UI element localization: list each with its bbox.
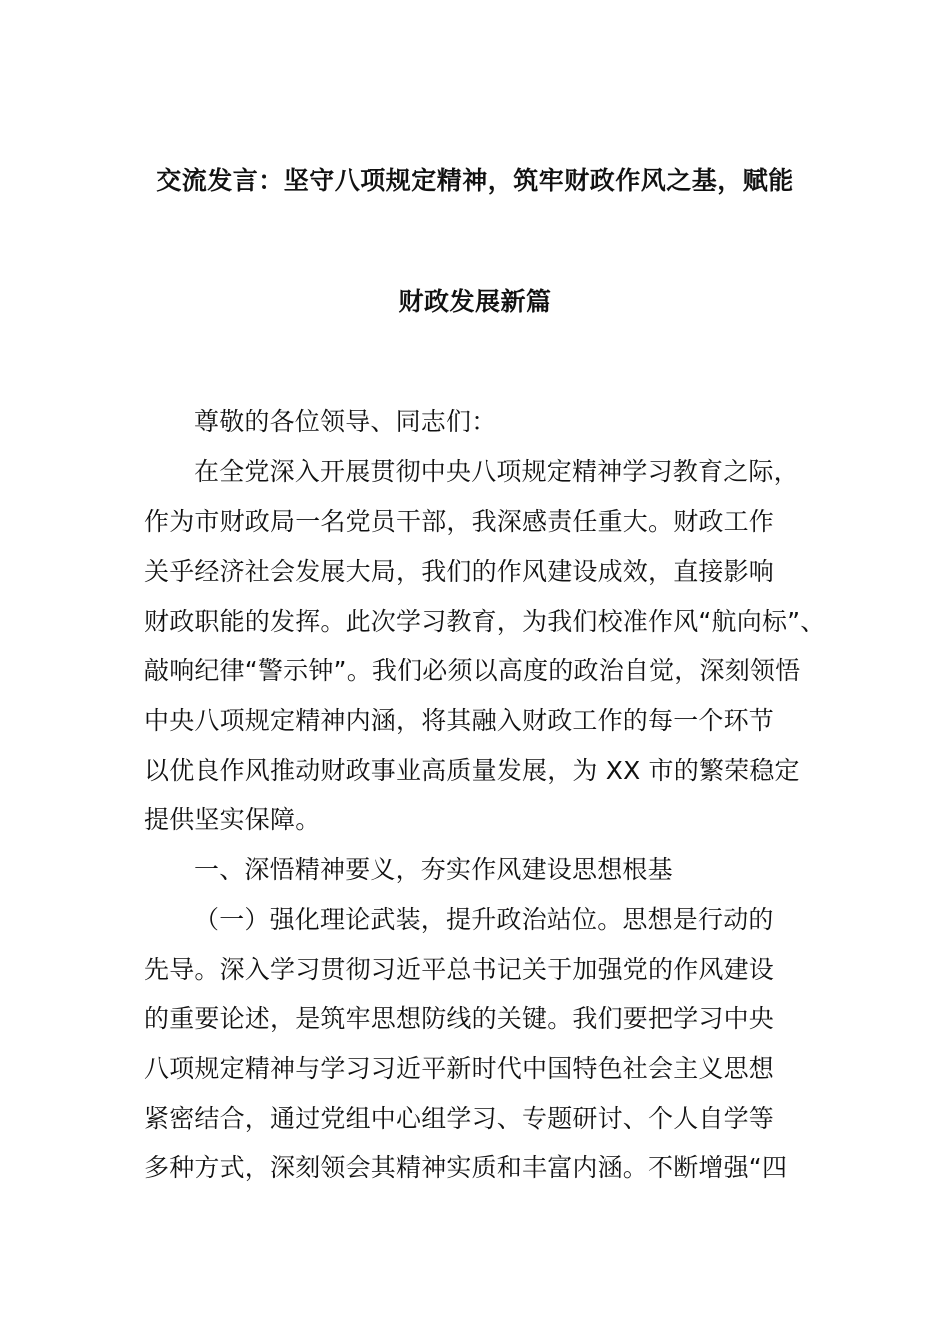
subsection-heading-line: （一）强化理论武装，提升政治站位。思想是行动的 — [194, 905, 774, 934]
document-title-line-2: 财政发展新篇 — [398, 287, 552, 316]
document-title-line-1: 交流发言：坚守八项规定精神，筑牢财政作风之基，赋能 — [156, 166, 794, 195]
paragraph-line: 关乎经济社会发展大局，我们的作风建设成效，直接影响 — [144, 557, 775, 586]
paragraph-line: 中央八项规定精神内涵，将其融入财政工作的每一个环节 — [144, 706, 775, 735]
paragraph-line: 提供坚实保障。 — [144, 805, 321, 834]
paragraph-line: 以优良作风推动财政事业高质量发展，为 XX 市的繁荣稳定 — [144, 756, 800, 785]
paragraph-line: 财政职能的发挥。此次学习教育，为我们校准作风“航向标”、 — [144, 607, 826, 636]
paragraph-line: 八项规定精神与学习习近平新时代中国特色社会主义思想 — [144, 1054, 775, 1083]
paragraph-line: 作为市财政局一名党员干部，我深感责任重大。财政工作 — [144, 507, 775, 536]
paragraph-line: 敲响纪律“警示钟”。我们必须以高度的政治自觉，深刻领悟 — [144, 656, 801, 685]
paragraph-line: 紧密结合，通过党组中心组学习、专题研讨、个人自学等 — [144, 1104, 775, 1133]
paragraph-line: 的重要论述，是筑牢思想防线的关键。我们要把学习中央 — [144, 1004, 775, 1033]
salutation: 尊敬的各位领导、同志们： — [194, 407, 497, 436]
paragraph-line: 先导。深入学习贯彻习近平总书记关于加强党的作风建设 — [144, 955, 775, 984]
section-heading: 一、深悟精神要义，夯实作风建设思想根基 — [194, 855, 673, 884]
paragraph-line: 多种方式，深刻领会其精神实质和丰富内涵。不断增强“四 — [144, 1153, 788, 1182]
paragraph-line: 在全党深入开展贯彻中央八项规定精神学习教育之际， — [194, 457, 799, 486]
